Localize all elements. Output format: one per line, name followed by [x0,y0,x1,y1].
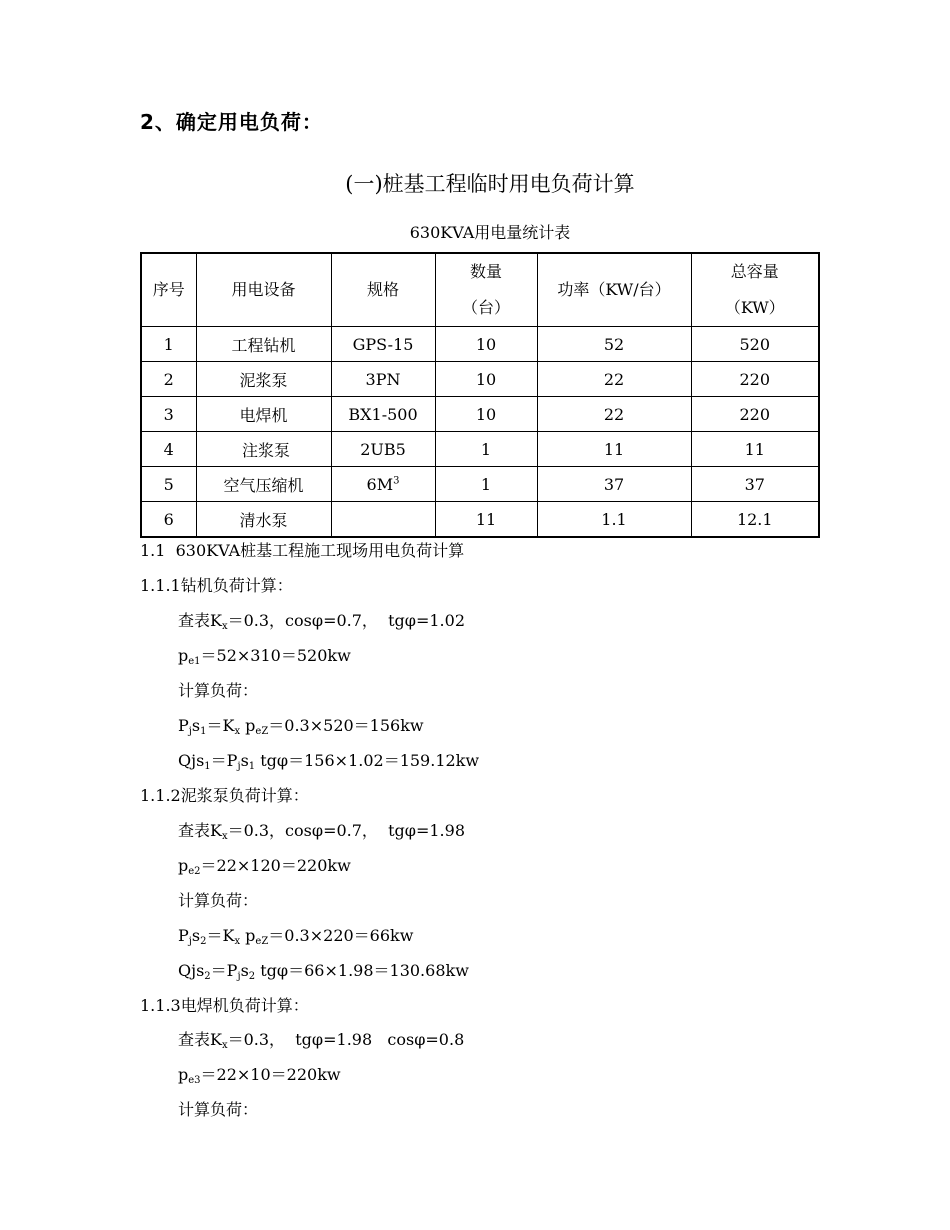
cell-power: 52 [537,327,691,362]
cell-total: 37 [691,467,819,502]
calc-line: $Qjs_1=P_js_1$ tgφ＝156×1.02＝159.12kw [178,751,480,772]
header-spec: 规格 [331,253,435,327]
header-qty: 数量 （台） [435,253,537,327]
cell-total: 12.1 [691,502,819,538]
cell-spec: 3PN [331,362,435,397]
cell-spec: 2UB5 [331,432,435,467]
calc-line: 查表$K_x=0.3$，cosφ=0.7， tgφ=1.98 [178,821,465,842]
calc-line: 计算负荷： [178,891,259,910]
calc-line: $p_{e3}=22\times 10=220kw$ [178,1065,341,1086]
table-row [141,362,819,397]
load-table [140,252,820,538]
cell-power: 22 [537,362,691,397]
header-total: 总容量 （KW） [691,253,819,327]
cell-power: 22 [537,397,691,432]
cell-no: 5 [141,467,196,502]
cell-power: 11 [537,432,691,467]
cell-spec: BX1-500 [331,397,435,432]
calc-line: 计算负荷： [178,681,259,700]
cell-total: 220 [691,362,819,397]
calc-subsection-drill: 1.1.1钻机负荷计算： [140,576,293,595]
section-heading: 2、确定用电负荷： [140,110,323,134]
cell-power: 37 [537,467,691,502]
cell-qty: 11 [435,502,537,538]
header-no: 序号 [141,253,196,327]
cell-power: 1.1 [537,502,691,538]
cell-total: 220 [691,397,819,432]
cell-qty: 10 [435,397,537,432]
calc-line: $P_js_1=K_x$ $p_{eZ}=0.3\times 520=156kw$ [178,716,424,737]
cell-device: 泥浆泵 [196,362,331,397]
table-row [141,327,819,362]
cell-spec: $6M^3$ [331,467,435,502]
calc-line: 查表$K_x=0.3$，cosφ=0.7， tgφ=1.02 [178,611,465,632]
cell-spec [331,502,435,538]
calc-line: $P_js_2=K_x$ $p_{eZ}=0.3\times 220=66kw$ [178,926,414,947]
cell-qty: 10 [435,327,537,362]
cell-device: 注浆泵 [196,432,331,467]
cell-no: 3 [141,397,196,432]
table-row [141,397,819,432]
section-subtitle: (一)桩基工程临时用电负荷计算 [345,172,635,196]
table-row [141,502,819,538]
calc-section-title: 1.1 630KVA桩基工程施工现场用电负荷计算 [140,541,465,560]
header-power: 功率（KW/台） [537,253,691,327]
cell-device: 工程钻机 [196,327,331,362]
table-row [141,467,819,502]
calc-subsection-welder: 1.1.3电焊机负荷计算： [140,996,309,1015]
cell-no: 6 [141,502,196,538]
cell-qty: 1 [435,432,537,467]
calc-line: $p_{e1}=52\times 310=520kw$ [178,646,351,667]
cell-total: 520 [691,327,819,362]
cell-qty: 1 [435,467,537,502]
table-row [141,432,819,467]
table-caption: 630KVA用电量统计表 [409,223,571,242]
cell-no: 4 [141,432,196,467]
header-device: 用电设备 [196,253,331,327]
calc-subsection-pump: 1.1.2泥浆泵负荷计算： [140,786,309,805]
cell-spec: GPS-15 [331,327,435,362]
cell-device: 空气压缩机 [196,467,331,502]
cell-device: 清水泵 [196,502,331,538]
calc-line: $Qjs_2=P_js_2$ tgφ＝66×1.98＝130.68kw [178,961,469,982]
cell-no: 2 [141,362,196,397]
table-header-row [141,253,819,327]
cell-total: 11 [691,432,819,467]
cell-device: 电焊机 [196,397,331,432]
calc-line: 查表$K_x=0.3$， tgφ=1.98 cosφ=0.8 [178,1030,465,1051]
calc-line: 计算负荷： [178,1100,259,1119]
cell-no: 1 [141,327,196,362]
cell-qty: 10 [435,362,537,397]
calc-line: $p_{e2}=22\times 120=220kw$ [178,856,351,877]
